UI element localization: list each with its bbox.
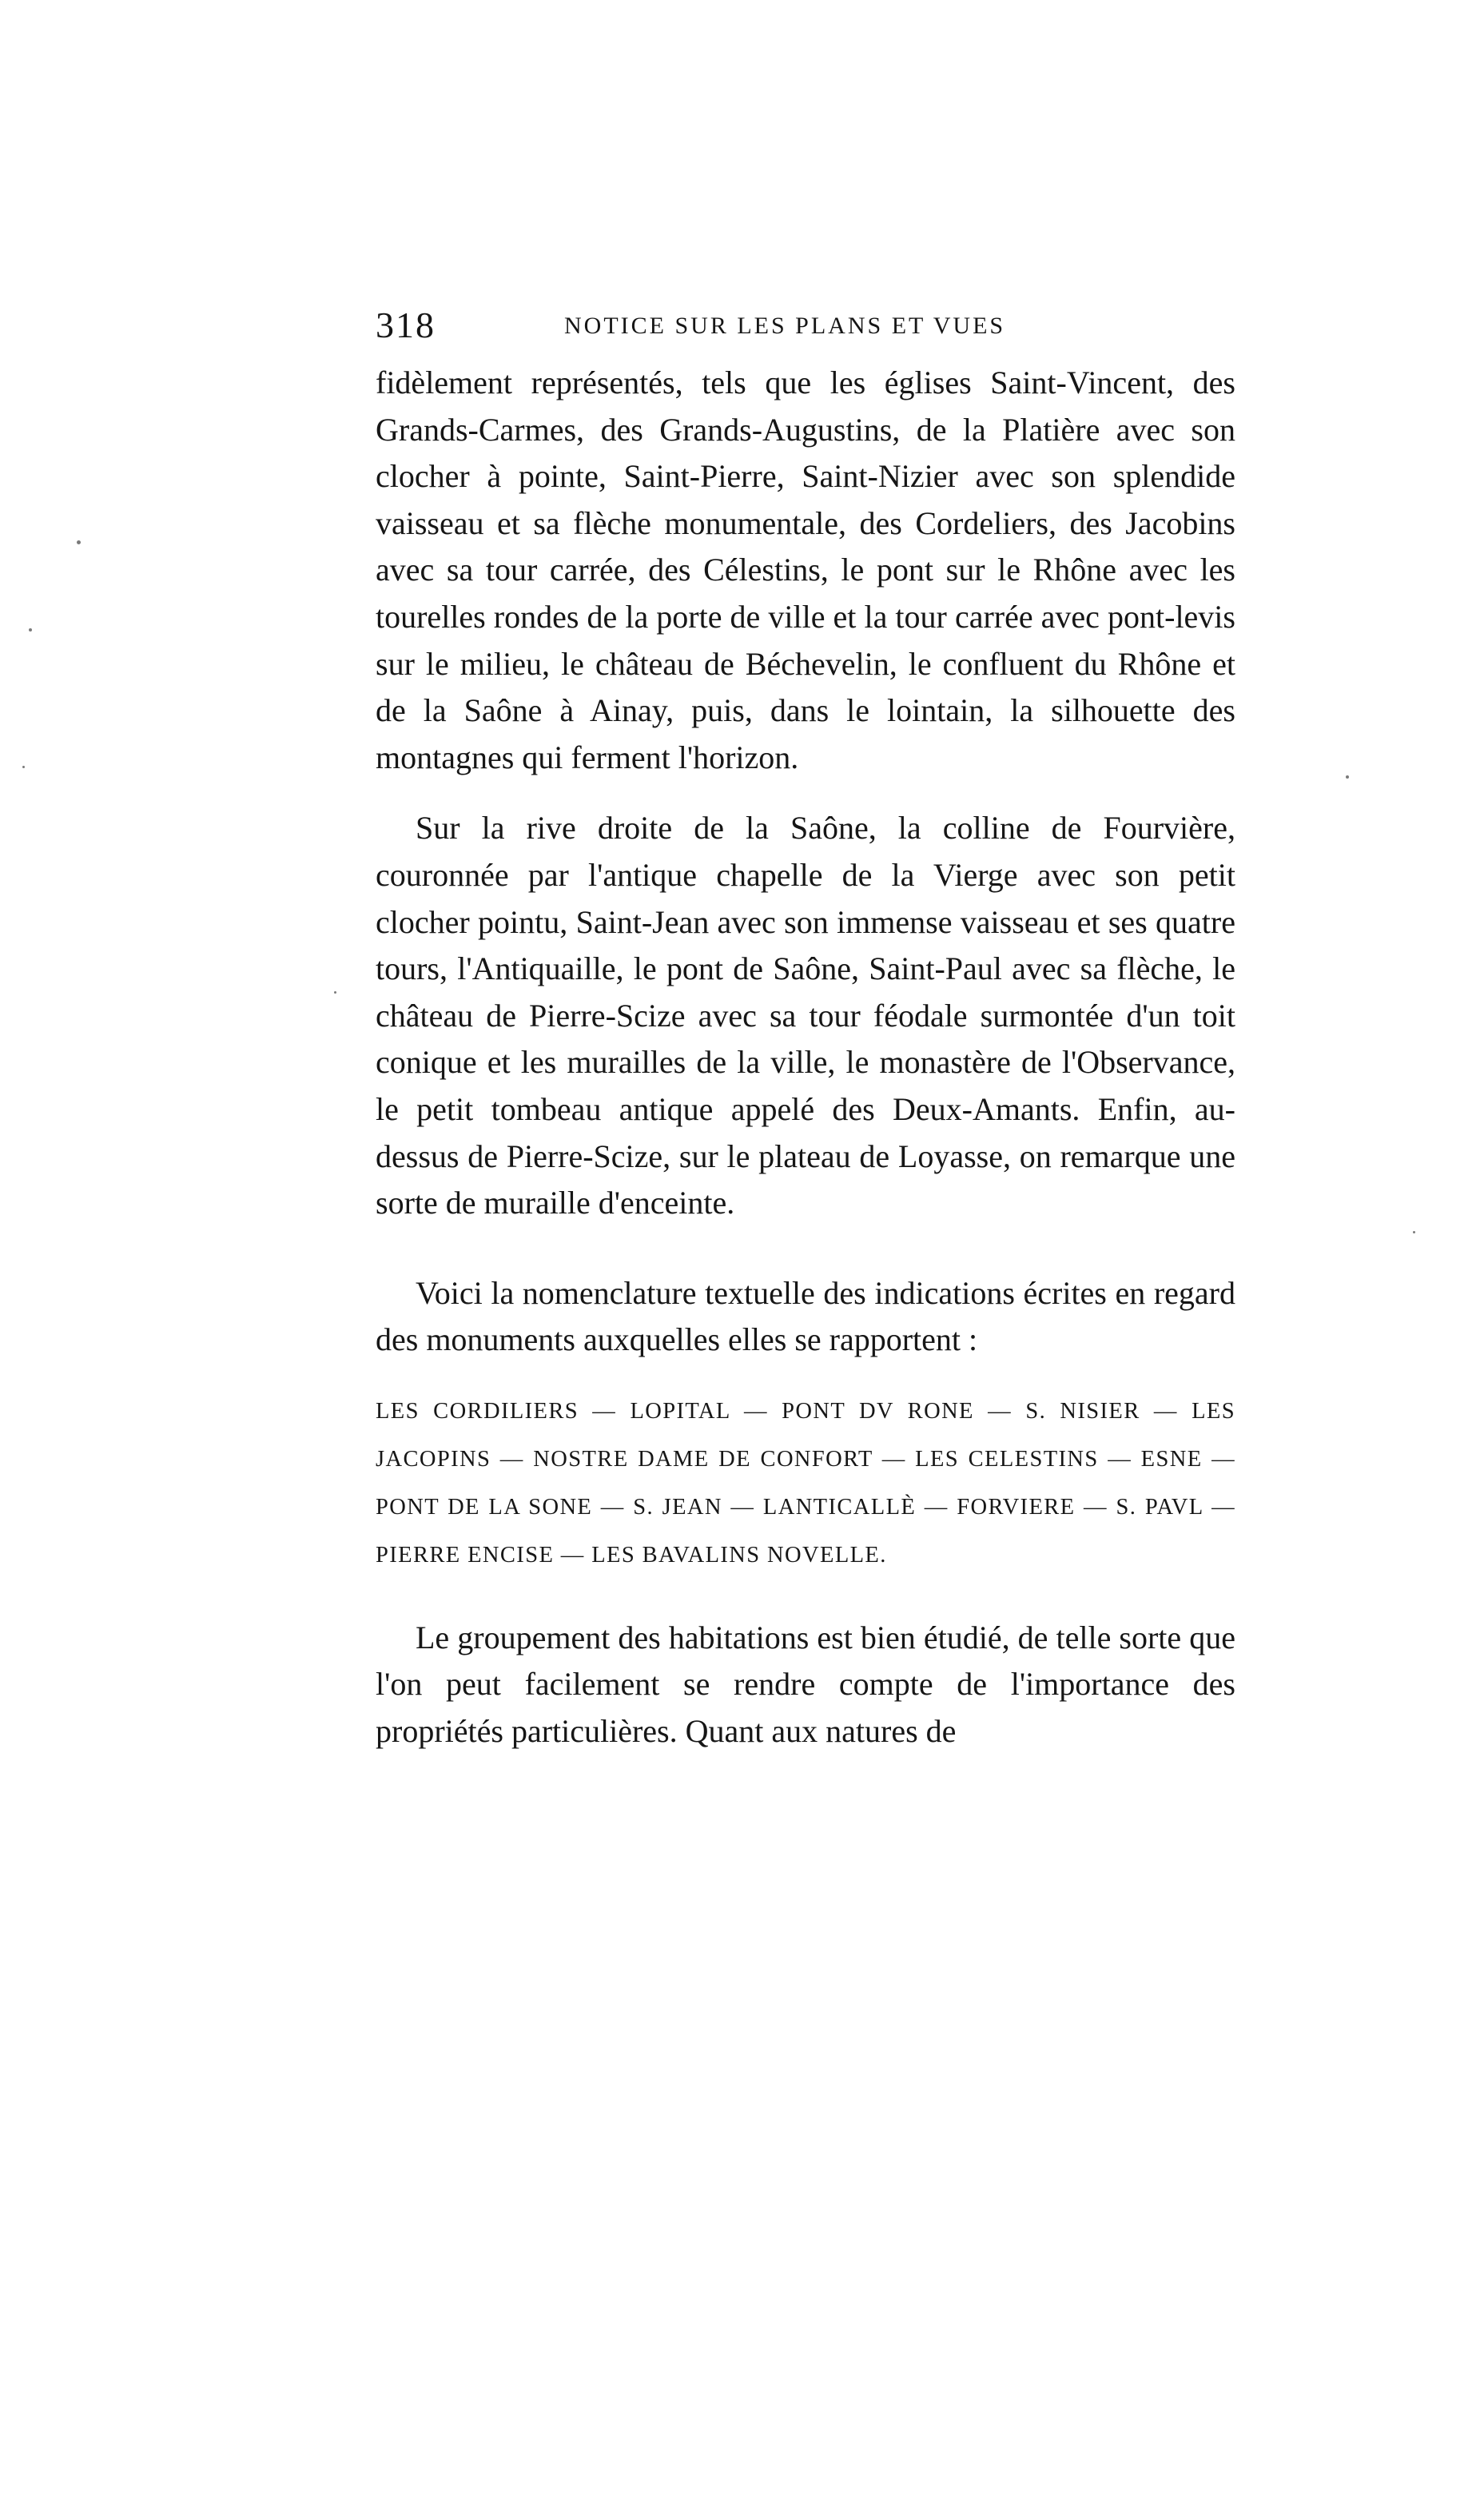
paper-speck xyxy=(22,766,25,768)
running-head xyxy=(376,297,1235,353)
main-text xyxy=(376,360,1235,1755)
paper-speck xyxy=(1413,1231,1415,1233)
paragraph: Le groupement des habitations est bien étudié, de telle sorte que l'on peut facilement se rendre compte de l'importance des propriétés particulières. Quant aux natures de xyxy=(376,1619,1235,1750)
paper-speck xyxy=(334,991,336,994)
running-title: NOTICE SUR LES PLANS ET VUES xyxy=(564,313,1006,339)
paragraph: fidèlement représentés, tels que les églises Saint-Vincent, des Grands-Carmes, des Grands-Augustins, de la Platière avec son clocher à pointe, Saint-Pierre, Saint-Nizier avec son splendide vaisseau et sa flèche monumentale, des Cordeliers, des Jacobins avec sa tour carrée, des Célestins, le pont sur le Rhône avec les tourelles rondes de la porte de ville et la tour carrée avec pont-levis sur le milieu, le château de Béchevelin, le confluent du Rhône et de la Saône à Ainay, puis, dans le lointain, la silhouette des montagnes qui ferment l'horizon. xyxy=(376,365,1235,775)
page-number: 318 xyxy=(376,305,436,345)
paper-speck xyxy=(77,540,81,544)
paragraph: Sur la rive droite de la Saône, la colline de Fourvière, couronnée par l'antique chapelle de la Vierge avec son petit clocher pointu, Saint-Jean avec son immense vaisseau et ses quatre tours, l'Antiquaille, le pont de Saône, Saint-Paul avec sa flèche, le château de Pierre-Scize avec sa tour féodale surmontée d'un toit conique et les murailles de la ville, le monastère de l'Observance, le petit tombeau antique appelé des Deux-Amants. Enfin, au-dessus de Pierre-Scize, sur le plateau de Loyasse, on remarque une sorte de muraille d'enceinte. xyxy=(376,810,1235,1221)
nomenclature-list: LES CORDILIERS — LOPITAL — PONT DV RONE — S. NISIER — LES JACOPINS — NOSTRE DAME DE CONFORT — LES CELESTINS — ESNE — PONT DE LA SONE — S. JEAN — LANTICALLÈ — FORVIERE — S. PAVL — PIERRE ENCISE — LES BAVALINS NOVELLE. xyxy=(376,1398,1235,1568)
paragraph: Voici la nomenclature textuelle des indications écrites en regard des monuments auxquelles elles se rapportent : xyxy=(376,1274,1235,1358)
paper-speck xyxy=(29,628,32,631)
paper-speck xyxy=(1346,775,1349,779)
